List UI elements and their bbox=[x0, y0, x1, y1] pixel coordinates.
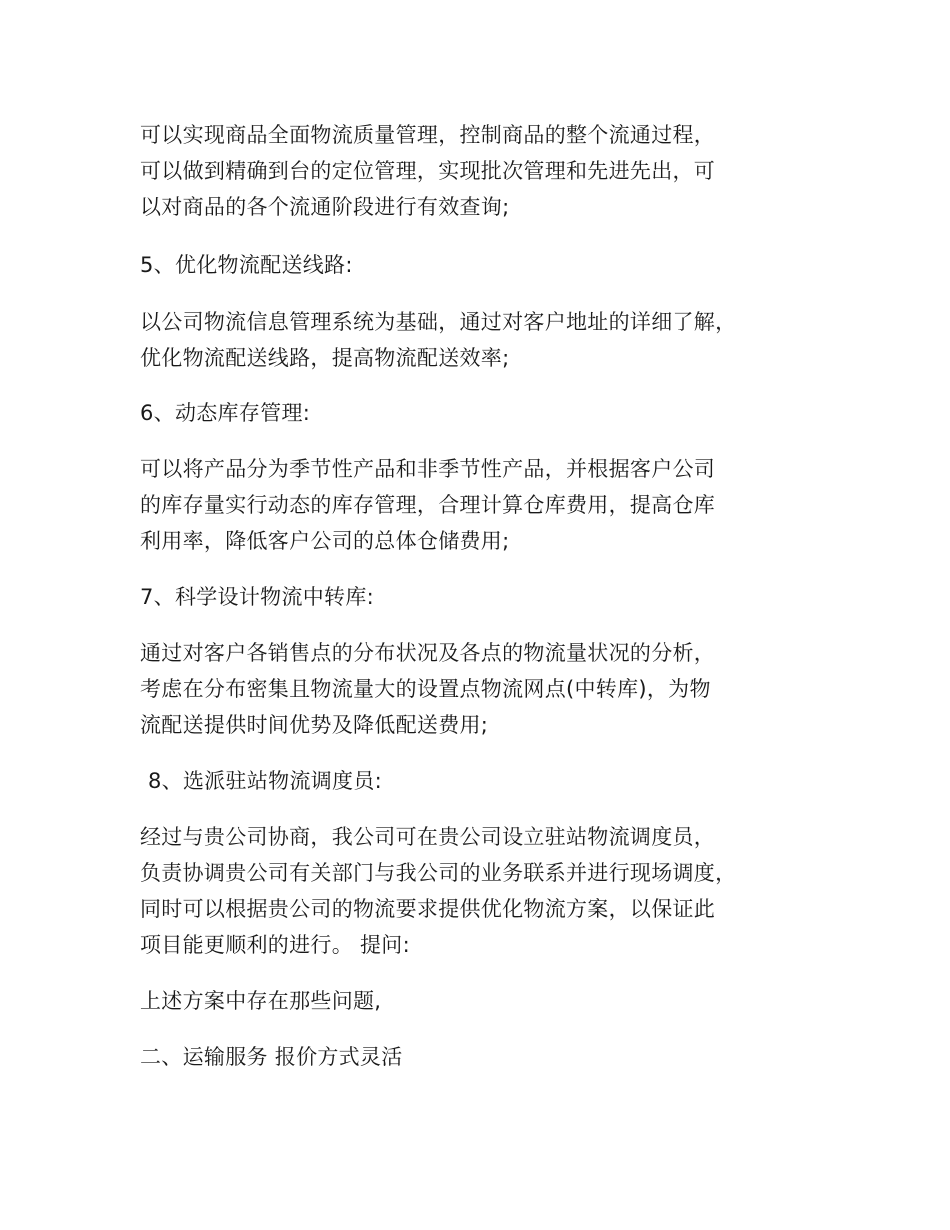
section-heading-2: 二、运输服务 报价方式灵活 bbox=[140, 1045, 403, 1069]
section-heading-7: 7、科学设计物流中转库: bbox=[140, 585, 375, 609]
paragraph-line: 流配送提供时间优势及降低配送费用; bbox=[140, 713, 489, 737]
paragraph-line: 优化物流配送线路，提高物流配送效率; bbox=[140, 346, 510, 370]
paragraph-line: 通过对客户各销售点的分布状况及各点的物流量状况的分析， bbox=[140, 641, 716, 665]
paragraph-line: 的库存量实行动态的库存管理，合理计算仓库费用，提高仓库 bbox=[140, 493, 716, 517]
section-heading-6: 6、动态库存管理: bbox=[140, 401, 311, 425]
section-heading-5: 5、优化物流配送线路: bbox=[140, 253, 353, 277]
paragraph-line: 可以将产品分为季节性产品和非季节性产品，并根据客户公司 bbox=[140, 457, 716, 481]
paragraph-line: 负责协调贵公司有关部门与我公司的业务联系并进行现场调度， bbox=[140, 861, 737, 885]
question-line: 上述方案中存在那些问题, bbox=[140, 989, 382, 1013]
section-heading-8: 8、选派驻站物流调度员: bbox=[148, 769, 383, 793]
paragraph-line: 可以实现商品全面物流质量管理，控制商品的整个流通过程， bbox=[140, 123, 716, 147]
paragraph-line: 利用率，降低客户公司的总体仓储费用; bbox=[140, 529, 510, 553]
paragraph-line: 考虑在分布密集且物流量大的设置点物流网点(中转库)，为物 bbox=[140, 677, 711, 701]
paragraph-line: 同时可以根据贵公司的物流要求提供优化物流方案，以保证此 bbox=[140, 897, 716, 921]
paragraph-line: 以公司物流信息管理系统为基础，通过对客户地址的详细了解， bbox=[140, 310, 737, 334]
paragraph-line: 项目能更顺利的进行。 提问: bbox=[140, 933, 410, 957]
paragraph-line: 经过与贵公司协商，我公司可在贵公司设立驻站物流调度员， bbox=[140, 825, 716, 849]
paragraph-line: 以对商品的各个流通阶段进行有效查询; bbox=[140, 195, 510, 219]
paragraph-line: 可以做到精确到台的定位管理，实现批次管理和先进先出，可 bbox=[140, 159, 716, 183]
